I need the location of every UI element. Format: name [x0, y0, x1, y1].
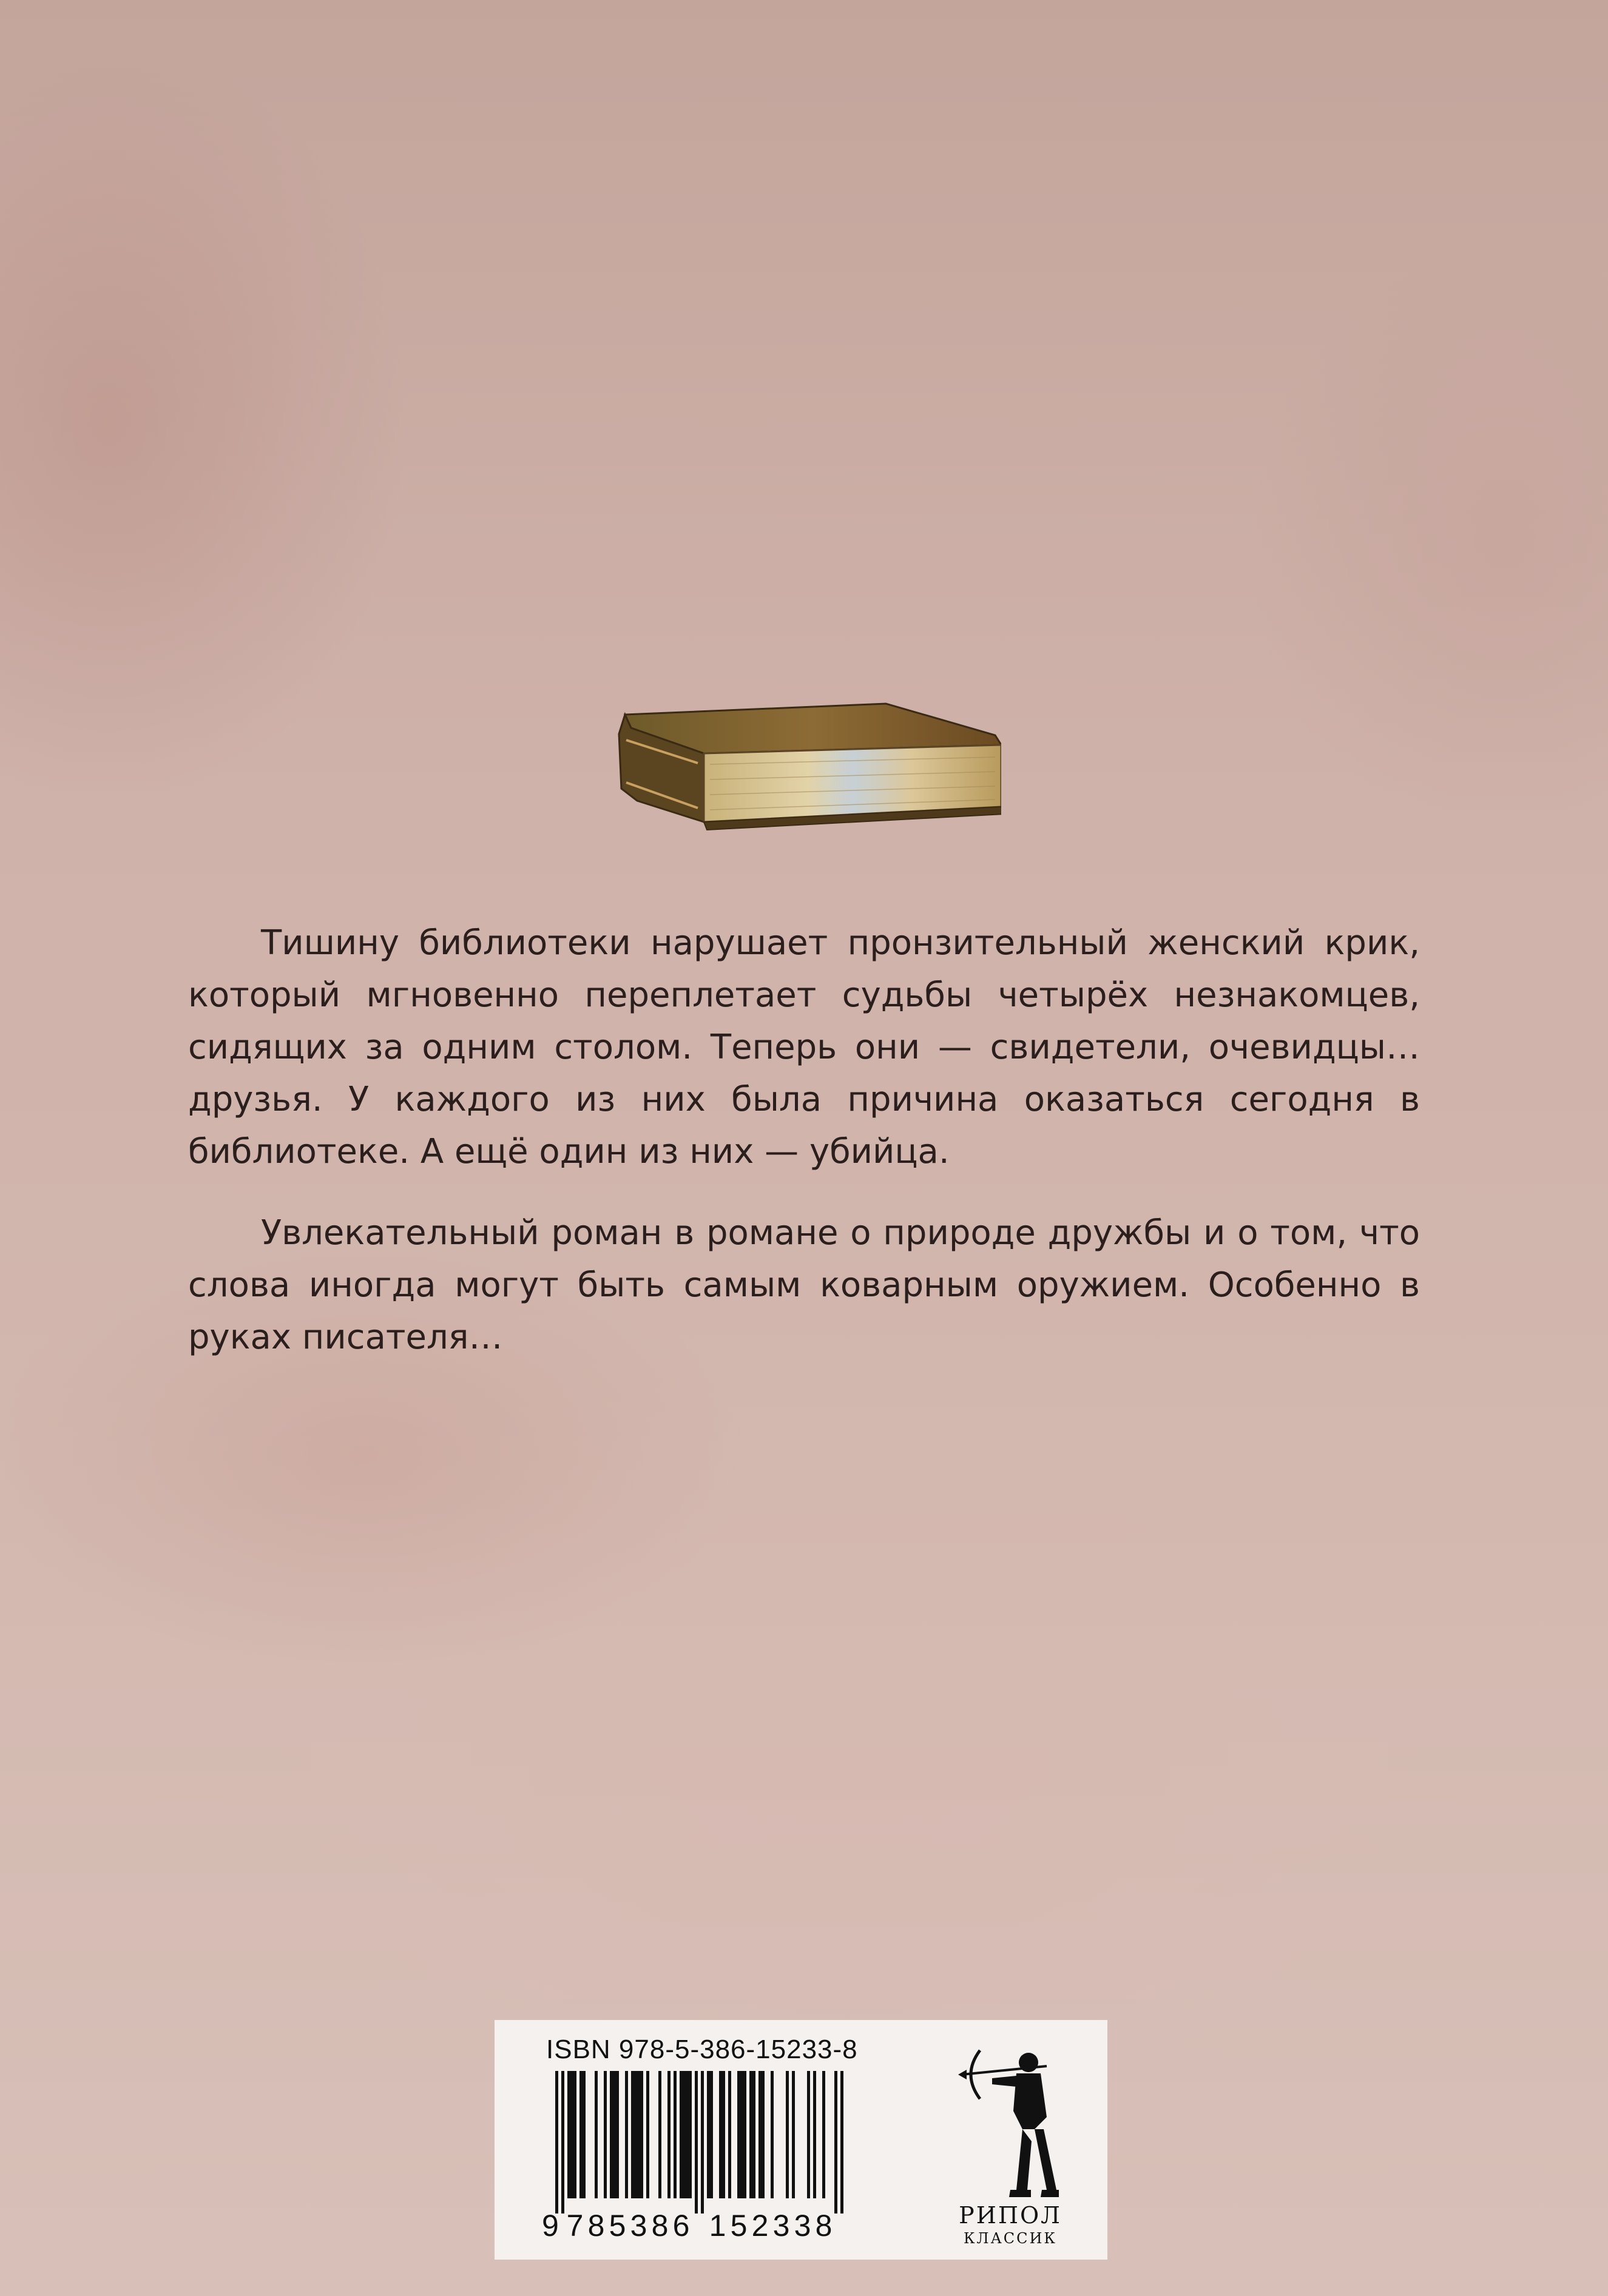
barcode-bar [722, 2071, 725, 2198]
barcode-digit: 5 [730, 2209, 748, 2243]
barcode-digit: 8 [651, 2209, 669, 2243]
barcode-bar [807, 2071, 810, 2198]
barcode-bar [771, 2071, 774, 2198]
barcode-bar [555, 2071, 558, 2214]
barcode-bar [674, 2071, 677, 2198]
barcode-bar [737, 2071, 740, 2198]
barcode-bar [637, 2071, 640, 2198]
barcode-digit: 8 [815, 2209, 833, 2243]
barcode-bar [625, 2071, 628, 2198]
barcode-bar [595, 2071, 598, 2198]
barcode-bar [613, 2071, 616, 2198]
barcode-bar [834, 2071, 837, 2214]
barcode-bar [689, 2071, 692, 2198]
barcode-bar [740, 2071, 743, 2198]
barcode-bar [570, 2071, 573, 2198]
barcode-digit: 9 [542, 2209, 559, 2243]
barcode-bar [758, 2071, 762, 2198]
barcode-bar [752, 2071, 755, 2198]
barcode-bar [707, 2071, 710, 2198]
barcode-bar [658, 2071, 661, 2198]
barcode-bar [762, 2071, 765, 2198]
barcode-bar [573, 2071, 576, 2198]
barcode-bar [640, 2071, 643, 2198]
barcode-bar [604, 2071, 607, 2198]
barcode-bar [719, 2071, 722, 2198]
barcode-bar [822, 2071, 825, 2198]
barcode-bar [567, 2071, 570, 2198]
publisher-subtitle: КЛАССИК [963, 2230, 1057, 2247]
barcode-bar [743, 2071, 746, 2198]
barcode-bar [701, 2071, 704, 2214]
barcode-bar [579, 2071, 583, 2198]
barcode-label [495, 2020, 1107, 2260]
barcode-bar [683, 2071, 686, 2198]
book-icon [613, 698, 1001, 831]
barcode-digit: 1 [709, 2209, 726, 2243]
archer-logo-icon [956, 2038, 1059, 2202]
barcode-bar [631, 2071, 634, 2198]
barcode-bar [813, 2071, 816, 2198]
barcode-bar [728, 2071, 731, 2198]
barcode-bar [667, 2071, 671, 2198]
barcode-bar [840, 2071, 843, 2214]
barcode-bar [583, 2071, 586, 2198]
barcode-bar [749, 2071, 752, 2198]
blurb-paragraph-1: Тишину библиотеки нарушает пронзительный женский крик, который мгновенно переплетает судьбы четырёх незнакомцев, сидящих за одним столом. Теперь они — свидетели, очевидцы… друзья. У каждого из них была причина оказаться сегодня в библиотеке. А ещё один из них — убийца. [188, 923, 1420, 1171]
barcode-bar [561, 2071, 564, 2214]
barcode-bar [634, 2071, 637, 2198]
barcode-digit: 6 [672, 2209, 690, 2243]
barcode-digit: 3 [794, 2209, 811, 2243]
blurb-paragraph-2: Увлекательный роман в романе о природе дружбы и о том, что слова иногда могут быть самым коварным оружием. Особенно в руках писателя… [188, 1213, 1420, 1357]
barcode-bar [616, 2071, 619, 2198]
barcode-digit: 2 [751, 2209, 769, 2243]
barcode-bar [695, 2071, 698, 2214]
barcode-bar [686, 2071, 689, 2198]
barcode-digit: 8 [587, 2209, 605, 2243]
barcode-bar [792, 2071, 795, 2198]
barcode-digit: 3 [772, 2209, 790, 2243]
barcode-bar [680, 2071, 683, 2198]
publisher-name: РИПОЛ [959, 2202, 1062, 2229]
barcode-digit: 3 [630, 2209, 647, 2243]
barcode-bar [786, 2071, 789, 2198]
barcode-digit: 7 [566, 2209, 584, 2243]
isbn-number: ISBN 978-5-386-15233-8 [546, 2035, 858, 2064]
ean-barcode [537, 2071, 877, 2247]
barcode-bar [710, 2071, 713, 2198]
barcode-bar [646, 2071, 649, 2198]
barcode-bar [610, 2071, 613, 2198]
barcode-digit: 5 [609, 2209, 626, 2243]
